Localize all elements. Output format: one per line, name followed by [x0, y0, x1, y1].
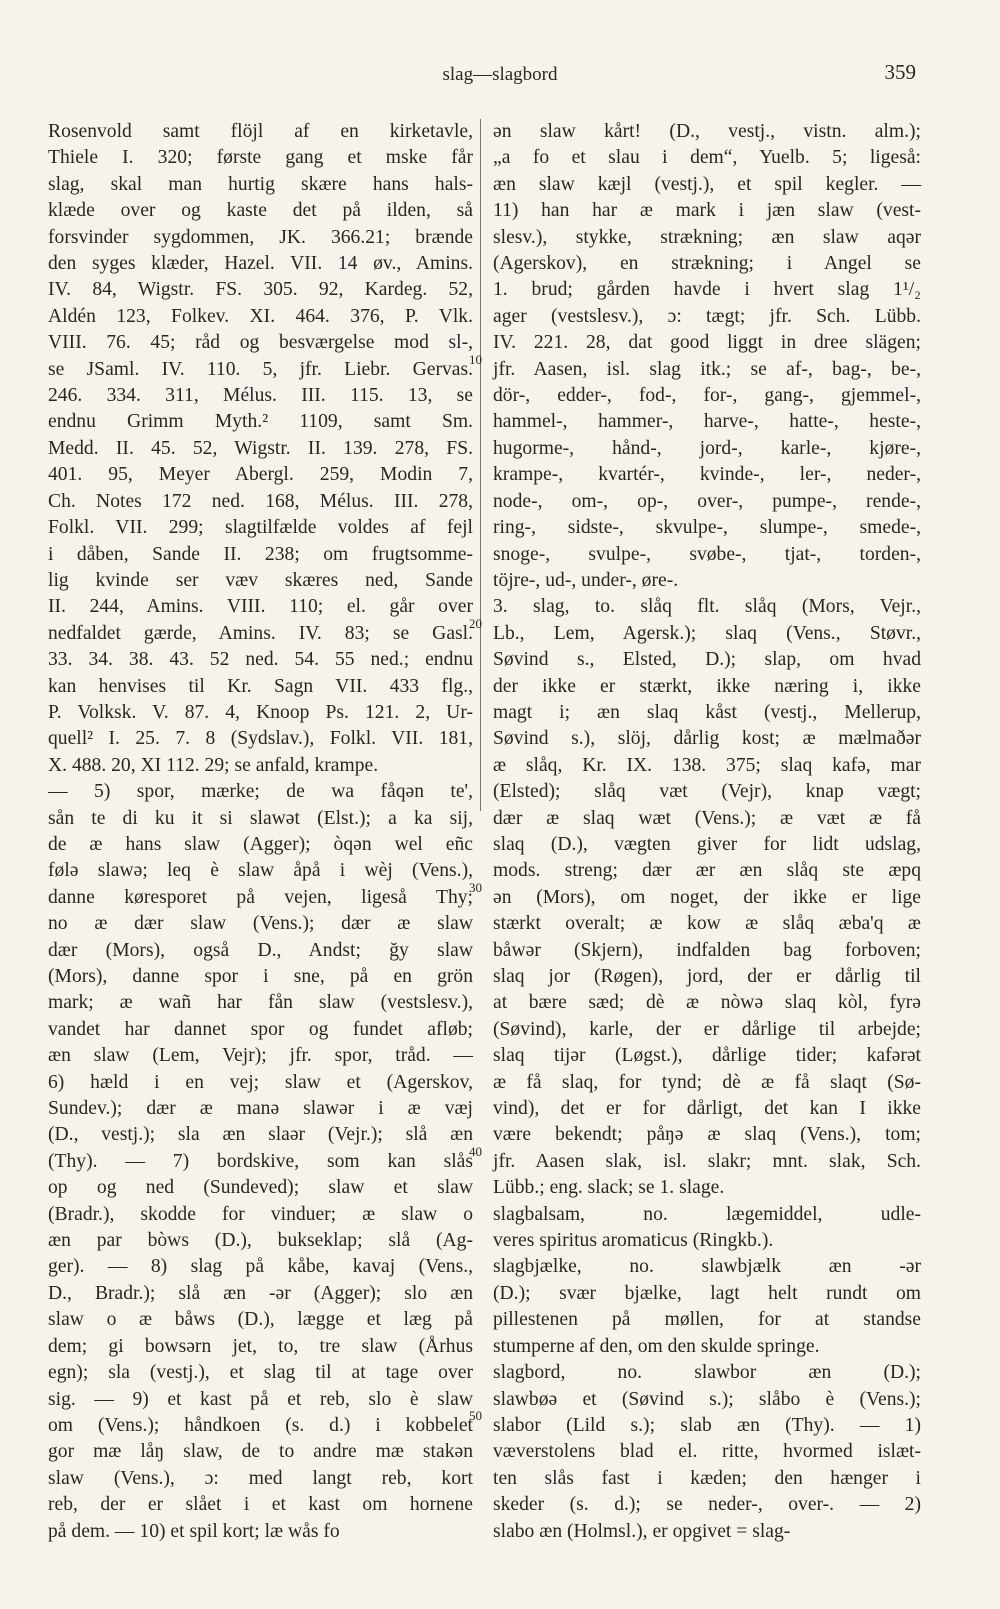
- line-number: 50: [469, 1408, 482, 1423]
- text-line: båwər (Skjern), indfalden bag forboven;: [493, 939, 921, 961]
- text-line: Ch. Notes 172 ned. 168, Mélus. III. 278,: [48, 490, 473, 512]
- text-line: slesv.), stykke, strækning; æn slaw aqər: [493, 226, 921, 248]
- text-line: ring-, sidste-, skvulpe-, slumpe-, smede-,: [493, 517, 921, 539]
- page-number: 359: [884, 60, 916, 84]
- text-line: på dem. — 10) et spil kort; læ wås fo: [48, 1520, 340, 1542]
- text-line: være bekendt; påŋə æ slaq (Vens.), tom;: [493, 1124, 921, 1146]
- text-line: reb, der er slået i et kast om hornene: [48, 1494, 473, 1516]
- text-line: endnu Grimm Myth.² 1109, samt Sm.: [48, 411, 473, 433]
- text-line: D., Bradr.); slå æn -ər (Agger); slo æn: [48, 1282, 473, 1304]
- text-line: Aldén 123, Folkev. XI. 464. 376, P. Vlk.: [48, 305, 473, 327]
- text-line: mods. streng; dær ær æn slåq ste æpq: [493, 860, 921, 882]
- text-line: Søvind s.), slöj, dårlig kost; æ mælmaðər: [493, 728, 921, 750]
- text-line: æn slaw kæjl (vestj.), et spil kegler. —: [493, 173, 921, 195]
- line-number: 20: [469, 616, 482, 631]
- text-line: ən slaw kårt! (D., vestj., vistn. alm.);: [493, 121, 921, 142]
- text-line: magt i; æn slaq kåst (vestj., Mellerup,: [493, 701, 921, 723]
- text-line: Sundev.); dær æ manə slawər i æ væj: [48, 1098, 473, 1120]
- text-line: mark; æ wañ har fån slaw (vestslesv.),: [48, 992, 473, 1014]
- text-line: Søvind s., Elsted, D.); slap, om hvad: [493, 649, 921, 671]
- text-line: pillestenen på møllen, for at standse: [493, 1309, 921, 1331]
- text-line: Thiele I. 320; første gang et mske får: [48, 147, 473, 169]
- text-line: Rosenvold samt flöjl af en kirketavle,: [48, 121, 473, 142]
- line-number: 40: [469, 1144, 482, 1159]
- text-line: — 5) spor, mærke; de wa fåqən te',: [48, 781, 473, 803]
- text-line: i dåben, Sande II. 238; om frugtsomme-: [48, 543, 473, 565]
- text-line: slaw (Vens.), ɔ: med langt reb, kort: [48, 1467, 473, 1489]
- text-line: 33. 34. 38. 43. 52 ned. 54. 55 ned.; endnu: [48, 649, 473, 671]
- text-line: ger). — 8) slag på kåbe, kavaj (Vens.,: [48, 1256, 473, 1278]
- left-column: [48, 119, 473, 1545]
- text-line: slaw o æ båws (D.), lægge et læg på: [48, 1309, 473, 1331]
- text-line: slabo æn (Holmsl.), er opgivet = slag-: [493, 1520, 791, 1542]
- text-line: krampe-, kvartér-, kvinde-, ler-, neder-,: [493, 464, 921, 486]
- text-line: slaq tijər (Løgst.), dårlige tider; kafərət: [493, 1045, 921, 1067]
- text-line: slagbalsam, no. lægemiddel, udle-: [493, 1203, 921, 1225]
- text-line: 246. 334. 311, Mélus. III. 115. 13, se: [48, 385, 473, 407]
- column-rule: [480, 119, 481, 811]
- text-line: lig kvinde ser væv skæres ned, Sande: [48, 569, 473, 591]
- text-line: sån te di ku it si slawət (Elst.); a ka sij,: [48, 807, 473, 829]
- text-line: hammel-, hammer-, harve-, hatte-, heste-,: [493, 411, 921, 433]
- text-line: slagbord, no. slawbor æn (D.);: [493, 1362, 921, 1384]
- text-line: skeder (s. d.); se neder-, over-. — 2): [493, 1494, 921, 1516]
- text-line: ager (vestslesv.), ɔ: tægt; jfr. Sch. Lübb.: [493, 305, 921, 327]
- text-line: stumperne af den, om den skulde springe.: [493, 1335, 820, 1357]
- text-line: (Bradr.), skodde for vinduer; æ slaw o: [48, 1203, 473, 1225]
- text-line: ən (Mors), om noget, der ikke er lige: [493, 886, 921, 908]
- text-line: æn slaw (Lem, Vejr); jfr. spor, tråd. —: [48, 1045, 473, 1067]
- text-line: 401. 95, Meyer Abergl. 259, Modin 7,: [48, 464, 473, 486]
- text-line: dör-, edder-, fod-, for-, gang-, gjemmel-,: [493, 385, 921, 407]
- text-line: dær æ slaq wæt (Vens.); æ væt æ få: [493, 807, 921, 829]
- text-line: 1. brud; gården havde i hvert slag 1¹/₂: [493, 279, 921, 301]
- text-line: om (Vens.); håndkoen (s. d.) i kobbelet: [48, 1414, 473, 1436]
- text-line: ten slås fast i kæden; den hænger i: [493, 1467, 921, 1489]
- text-line: se JSaml. IV. 110. 5, jfr. Liebr. Gervas.: [48, 358, 473, 380]
- text-line: sig. — 9) et kast på et reb, slo è slaw: [48, 1388, 473, 1410]
- text-line: töjre-, ud-, under-, øre-.: [493, 569, 679, 591]
- text-line: kan henvises til Kr. Sagn VII. 433 flg.,: [48, 675, 473, 697]
- text-line: IV. 84, Wigstr. FS. 305. 92, Kardeg. 52,: [48, 279, 473, 301]
- text-line: IV. 221. 28, dat good liggt in dree slägen;: [493, 332, 921, 354]
- text-line: æn par bòws (D.), bukseklap; slå (Ag-: [48, 1230, 473, 1252]
- text-line: jfr. Aasen slak, isl. slakr; mnt. slak, Sch.: [493, 1150, 921, 1172]
- text-line: slabor (Lild s.); slab æn (Thy). — 1): [493, 1414, 921, 1436]
- text-line: P. Volksk. V. 87. 4, Knoop Ps. 121. 2, Ur-: [48, 701, 473, 723]
- text-line: slawbøə et (Søvind s.); slåbo è (Vens.);: [493, 1388, 921, 1410]
- text-line: Folkl. VII. 299; slagtilfælde voldes af fejl: [48, 517, 473, 539]
- text-line: slag, skal man hurtig skære hans hals-: [48, 173, 473, 195]
- text-line: nedfaldet gærde, Amins. IV. 83; se Gasl.: [48, 622, 473, 644]
- text-line: at bære sæd; dè æ nòwə slaq kòl, fyrə: [493, 992, 921, 1014]
- text-line: op og ned (Sundeved); slaw et slaw: [48, 1177, 473, 1199]
- text-line: Medd. II. 45. 52, Wigstr. II. 139. 278, FS.: [48, 437, 473, 459]
- text-line: veres spiritus aromaticus (Ringkb.).: [493, 1230, 774, 1252]
- text-line: vind), det er for dårligt, det kan I ikke: [493, 1098, 921, 1120]
- text-line: klæde over og kaste det på ilden, så: [48, 200, 473, 222]
- text-line: X. 488. 20, XI 112. 29; se anfald, krampe.: [48, 754, 379, 776]
- text-line: stærkt overalt; æ kow æ slåq æba'q æ: [493, 913, 921, 935]
- text-line: (D., vestj.); sla æn slaər (Vejr.); slå æn: [48, 1124, 473, 1146]
- text-line: „a fo et slau i dem“, Yuelb. 5; ligeså:: [493, 147, 921, 169]
- text-line: snoge-, svulpe-, svøbe-, tjat-, torden-,: [493, 543, 921, 565]
- text-line: node-, om-, op-, over-, pumpe-, rende-,: [493, 490, 921, 512]
- line-number: 10: [469, 352, 482, 367]
- text-line: der ikke er stærkt, ikke næring i, ikke: [493, 675, 921, 697]
- text-line: no æ dær slaw (Vens.); dær æ slaw: [48, 913, 473, 935]
- text-line: slagbjælke, no. slawbjælk æn -ər: [493, 1256, 921, 1278]
- text-line: følə slawə; leq è slaw åpå i wèj (Vens.),: [48, 860, 473, 882]
- text-line: slaq (D.), vægten giver for lidt udslag,: [493, 833, 921, 855]
- text-line: quell² I. 25. 7. 8 (Sydslav.), Folkl. VII. 181,: [48, 728, 473, 750]
- text-line: danne køresporet på vejen, ligeså Thy;: [48, 886, 473, 908]
- text-line: (Søvind), karle, der er dårlige til arbejde;: [493, 1018, 921, 1040]
- text-line: Lb., Lem, Agersk.); slaq (Vens., Støvr.,: [493, 622, 921, 644]
- text-line: 3. slag, to. slåq flt. slåq (Mors, Vejr.,: [493, 596, 921, 618]
- text-line: egn); sla (vestj.), et slag til at tage over: [48, 1362, 473, 1384]
- text-line: (Mors), danne spor i sne, på en grön: [48, 966, 473, 987]
- running-head: slag—slagbord: [442, 64, 558, 85]
- text-line: vandet har dannet spor og fundet afløb;: [48, 1018, 473, 1040]
- text-line: væverstolens blad el. ritte, hvormed islæt-: [493, 1441, 921, 1463]
- text-line: Lübb.; eng. slack; se 1. slage.: [493, 1177, 725, 1199]
- text-line: gor mæ låŋ slaw, de to andre mæ stakən: [48, 1441, 473, 1463]
- text-line: de æ hans slaw (Agger); òqən wel eñc: [48, 833, 473, 855]
- text-line: VIII. 76. 45; råd og besværgelse mod sl-,: [48, 332, 473, 354]
- text-line: (Thy). — 7) bordskive, som kan slås: [48, 1150, 473, 1172]
- text-line: æ få slaq, for tynd; dè æ få slaqt (Sø-: [493, 1071, 921, 1093]
- text-line: 11) han har æ mark i jæn slaw (vest-: [493, 200, 921, 222]
- text-line: dær (Mors), også D., Andst; ğy slaw: [48, 939, 473, 961]
- text-line: æ slåq, Kr. IX. 138. 375; slaq kafə, mar: [493, 754, 921, 776]
- text-line: jfr. Aasen, isl. slag itk.; se af-, bag-, be-,: [493, 358, 921, 380]
- text-line: slaq jor (Røgen), jord, der er dårlig til: [493, 966, 921, 987]
- text-line: (Elsted); slåq væt (Vejr), knap vægt;: [493, 781, 921, 803]
- text-line: 6) hæld i en vej; slaw et (Agerskov,: [48, 1071, 473, 1093]
- line-number: 30: [469, 880, 482, 895]
- text-line: (Agerskov), en strækning; i Angel se: [493, 253, 921, 275]
- text-line: dem; gi bowsərn jet, to, tre slaw (Århus: [48, 1335, 473, 1357]
- text-line: forsvinder sygdommen, JK. 366.21; brænde: [48, 226, 473, 248]
- text-line: (D.); svær bjælke, lagt helt rundt om: [493, 1282, 921, 1304]
- text-line: II. 244, Amins. VIII. 110; el. går over: [48, 596, 473, 618]
- text-line: hugorme-, hånd-, jord-, karle-, kjøre-,: [493, 437, 921, 459]
- text-line: den syges klæder, Hazel. VII. 14 øv., Amins.: [48, 253, 473, 275]
- right-column: [493, 119, 921, 1545]
